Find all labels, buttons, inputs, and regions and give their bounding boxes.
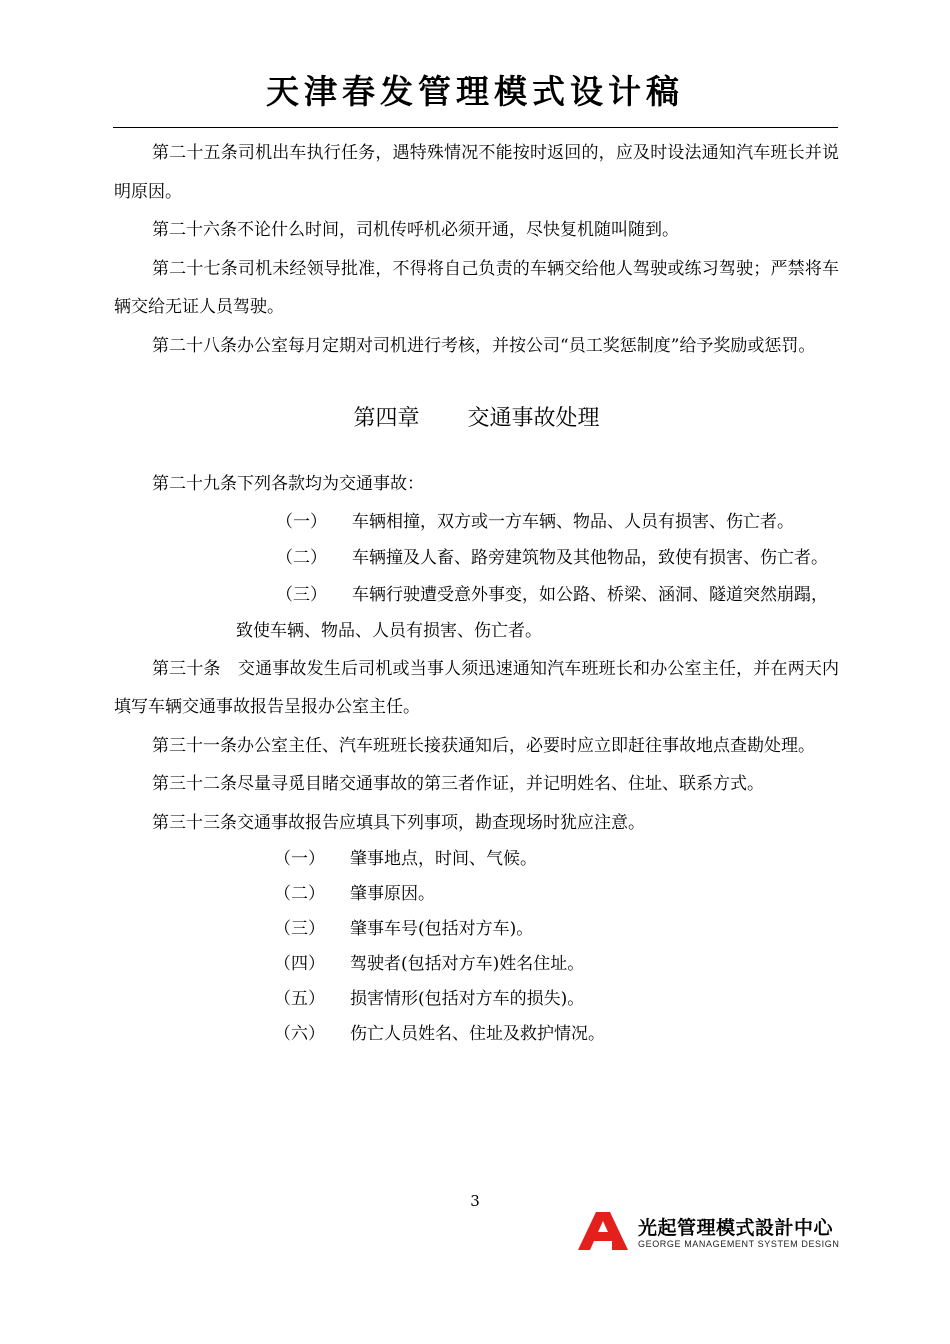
item-number: （二） bbox=[276, 548, 327, 568]
article-31: 第三十一条办公室主任、汽车班班长接获通知后，必要时应立即赶往事故地点查勘处理。 bbox=[152, 735, 815, 756]
article-28: 第二十八条办公室每月定期对司机进行考核，并按公司“员工奖惩制度”给予奖励或惩罚。 bbox=[152, 335, 816, 356]
item-text: 车辆相撞，双方或一方车辆、物品、人员有损害、伤亡者。 bbox=[352, 511, 794, 532]
item-text: 肇事原因。 bbox=[350, 884, 435, 904]
article-29-item bbox=[114, 577, 839, 650]
list-item bbox=[274, 842, 839, 877]
item-number: （一） bbox=[274, 849, 325, 869]
header-divider bbox=[113, 127, 838, 128]
article-27: 第二十七条司机未经领导批准，不得将自己负责的车辆交给他人驾驶或练习驾驶；严禁将车辆交给无证人员驾驶。 bbox=[114, 258, 839, 317]
item-text: 肇事地点，时间、气候。 bbox=[350, 849, 537, 869]
item-text: 车辆撞及人畜、路旁建筑物及其他物品，致使有损害、伤亡者。 bbox=[352, 548, 828, 568]
item-text: 损害情形(包括对方车的损失)。 bbox=[350, 989, 585, 1009]
page-header-title: 天津春发管理模式设计稿 bbox=[266, 72, 684, 111]
article-33-list bbox=[114, 842, 839, 1052]
item-text: 肇事车号(包括对方车)。 bbox=[350, 919, 534, 939]
chapter-heading bbox=[114, 399, 839, 439]
item-text: 伤亡人员姓名、住址及救护情况。 bbox=[350, 1024, 605, 1044]
article-33: 第三十三条交通事故报告应填具下列事项，勘查现场时犹应注意。 bbox=[152, 812, 645, 833]
chapter-number: 第四章 bbox=[353, 406, 420, 431]
list-item bbox=[274, 1017, 839, 1052]
item-number: （二） bbox=[274, 884, 325, 904]
item-number: （三） bbox=[274, 919, 325, 939]
chapter-title: 交通事故处理 bbox=[467, 406, 600, 431]
item-text: 驾驶者(包括对方车)姓名住址。 bbox=[350, 954, 585, 974]
list-item bbox=[274, 982, 839, 1017]
list-item bbox=[274, 877, 839, 912]
item-number: （一） bbox=[276, 511, 327, 532]
article-30: 第三十条 交通事故发生后司机或当事人须迅速通知汽车班班长和办公室主任，并在两天内填写车辆交通事故报告呈报办公室主任。 bbox=[114, 658, 839, 717]
logo-chinese-name: 光起管理模式設計中心 bbox=[638, 1217, 834, 1239]
item-number: （三） bbox=[276, 584, 327, 605]
article-29: 第二十九条下列各款均为交通事故： bbox=[152, 474, 424, 494]
company-logo bbox=[578, 1212, 840, 1252]
list-item bbox=[274, 947, 839, 982]
article-32: 第三十二条尽量寻觅目睹交通事故的第三者作证，并记明姓名、住址、联系方式。 bbox=[152, 774, 764, 794]
article-26: 第二十六条不论什么时间，司机传呼机必须开通，尽快复机随叫随到。 bbox=[152, 220, 679, 240]
item-number: （六） bbox=[274, 1024, 325, 1044]
item-number: （五） bbox=[274, 989, 325, 1009]
list-item bbox=[274, 912, 839, 947]
item-number: （四） bbox=[274, 954, 325, 974]
logo-english-name: GEORGE MANAGEMENT SYSTEM DESIGN bbox=[638, 1239, 840, 1249]
article-29-item bbox=[114, 540, 839, 577]
page-number: 3 bbox=[470, 1192, 480, 1210]
document-body bbox=[114, 134, 839, 1052]
item-text: 车辆行驶遭受意外事变，如公路、桥梁、涵洞、隧道突然崩蹋，致使车辆、物品、人员有损害、伤亡者。 bbox=[236, 584, 828, 641]
logo-a-icon bbox=[578, 1212, 628, 1250]
article-25: 第二十五条司机出车执行任务，遇特殊情况不能按时返回的，应及时设法通知汽车班长并说明原因。 bbox=[114, 143, 839, 202]
article-29-item bbox=[114, 504, 839, 541]
